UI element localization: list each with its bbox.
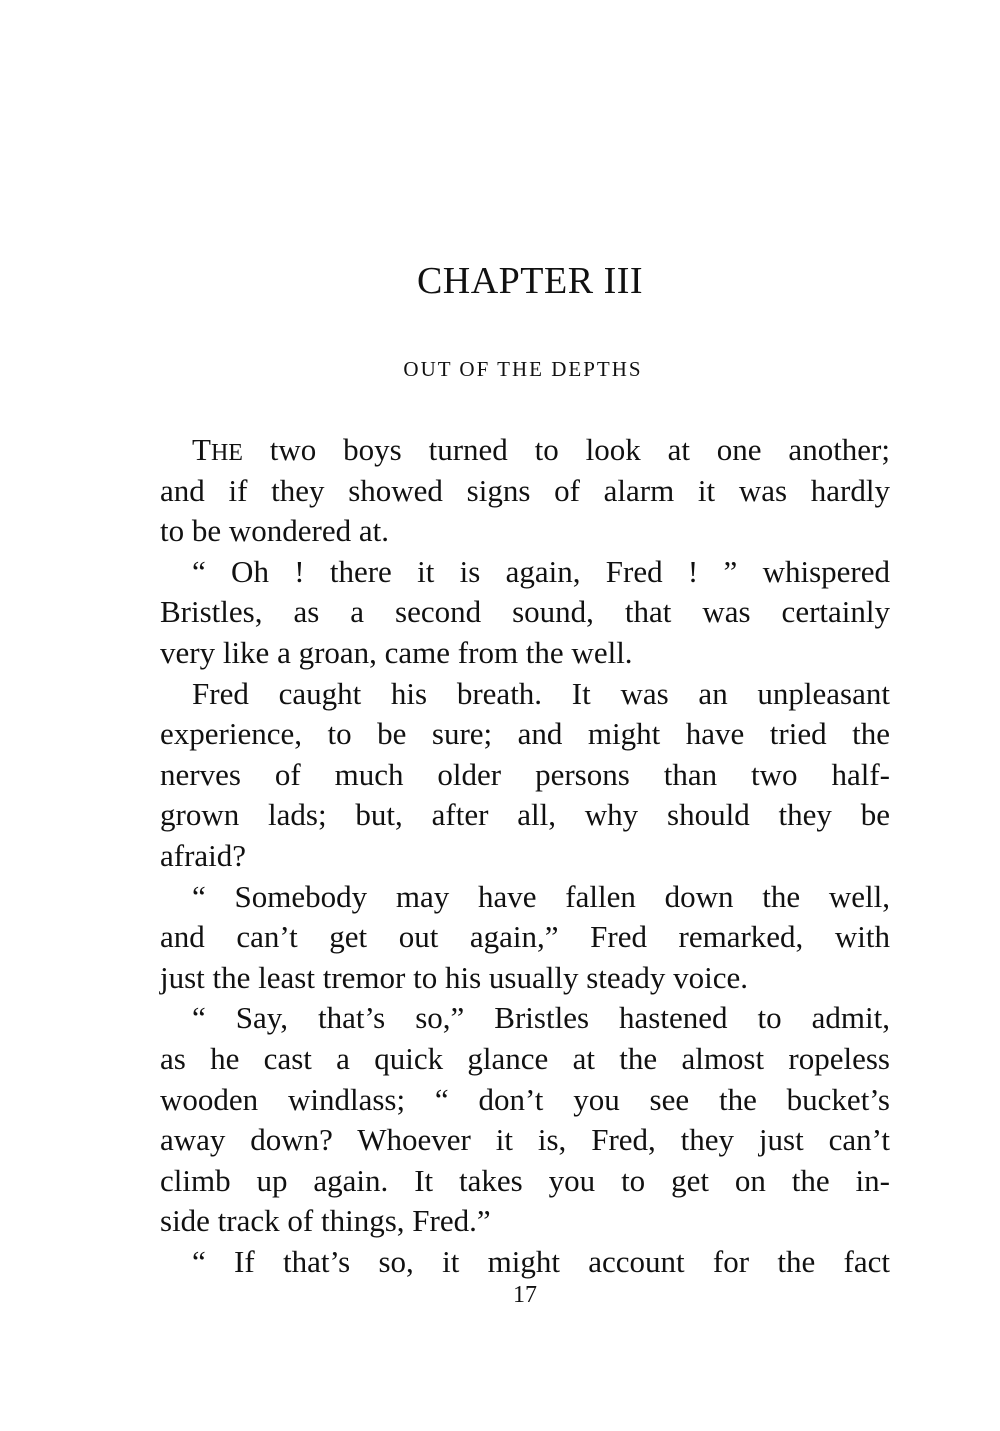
- text-line: nerves of much older persons than two half-: [160, 756, 890, 792]
- text-line: side track of things, Fred.”: [160, 1203, 491, 1239]
- text-line: away down? Whoever it is, Fred, they just can’t: [160, 1122, 890, 1158]
- text-line: climb up again. It takes you to get on the in-: [160, 1162, 890, 1198]
- text-line: wooden windlass; “ don’t you see the bucket’s: [160, 1081, 890, 1117]
- text-line: very like a groan, came from the well.: [160, 634, 633, 670]
- drop-word-initial: T: [192, 432, 211, 467]
- text-line: “ Oh ! there it is again, Fred ! ” whispered: [192, 553, 890, 589]
- text-line: “ Say, that’s so,” Bristles hastened to admit,: [192, 1000, 890, 1036]
- text-line: [160, 430, 890, 471]
- text-line: as he cast a quick glance at the almost ropeless: [160, 1040, 890, 1076]
- text-line: afraid?: [160, 837, 247, 873]
- text-line: “ Somebody may have fallen down the well,: [192, 878, 890, 914]
- text-line-content: two boys turned to look at one another;: [242, 432, 890, 467]
- text-line: experience, to be sure; and might have tried the: [160, 716, 890, 752]
- text-line: and can’t get out again,” Fred remarked, with: [160, 919, 890, 955]
- chapter-title: CHAPTER III: [416, 260, 644, 302]
- text-line: to be wondered at.: [160, 513, 389, 549]
- text-line: Bristles, as a second sound, that was certainly: [160, 594, 890, 630]
- text-line: and if they showed signs of alarm it was hardly: [160, 472, 890, 508]
- page-number: 17: [513, 1282, 537, 1308]
- text-line: grown lads; but, after all, why should they be: [160, 797, 890, 833]
- text-line: “ If that’s so, it might account for the fact: [192, 1243, 890, 1279]
- chapter-subtitle: OUT OF THE DEPTHS: [403, 357, 643, 381]
- text-line: Fred caught his breath. It was an unpleasant: [192, 675, 890, 711]
- body-text: [160, 430, 890, 1282]
- text-line: just the least tremor to his usually steady voice.: [160, 959, 749, 995]
- drop-word-rest: HE: [210, 440, 243, 466]
